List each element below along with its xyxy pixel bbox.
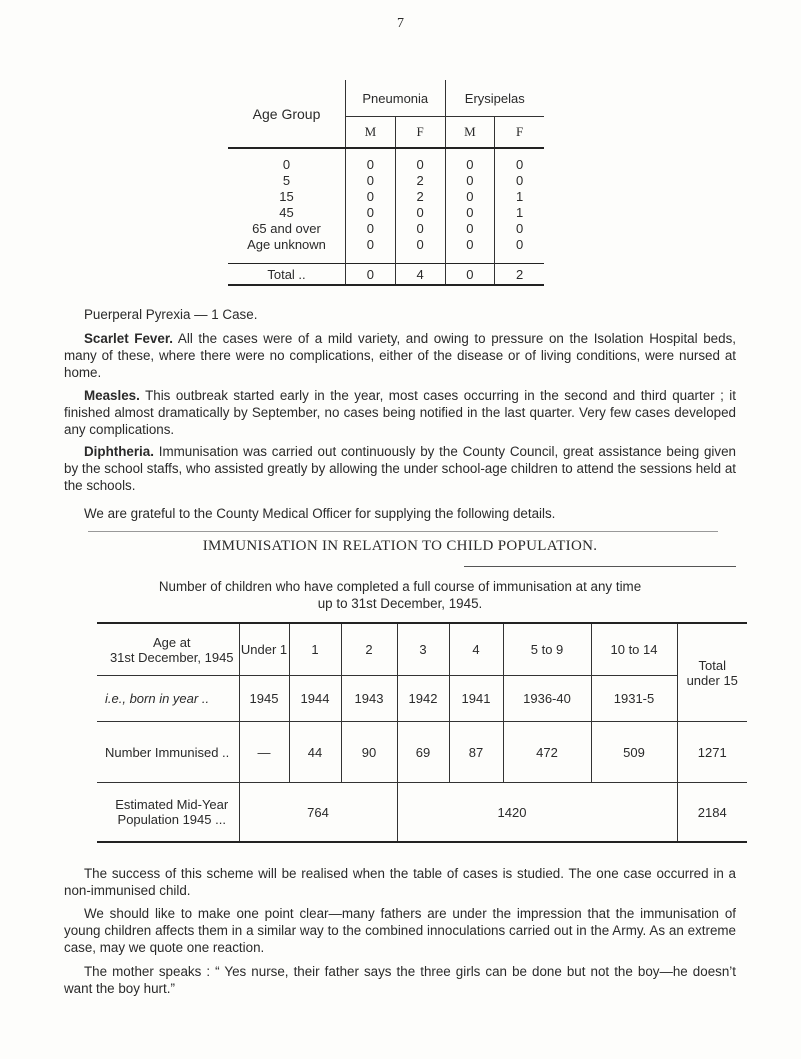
total-row xyxy=(228,264,544,286)
immunisation-subheading: Number of children who have completed a full course of immunisation at any time up to 31st December, 1945. xyxy=(158,579,642,611)
erysipelas-male-cell: 0 xyxy=(445,173,495,189)
born-year-cell: 1936-40 xyxy=(503,676,591,722)
table-row xyxy=(228,173,544,189)
pneumonia-female-header: F xyxy=(395,117,445,149)
total-label: Total .. xyxy=(228,264,346,286)
age-col-header: 3 xyxy=(397,623,449,676)
erysipelas-male-cell: 0 xyxy=(445,237,495,264)
fathers-paragraph: We should like to make one point clear—many fathers are under the impression that the immunisation of young children affects them in a similar way to the combined innoculations carried out in the Army. As an extreme case, may we quote one reaction. xyxy=(64,906,736,955)
table-row xyxy=(97,722,747,783)
pneumonia-erysipelas-table xyxy=(228,80,544,286)
pneumonia-male-cell: 0 xyxy=(346,189,396,205)
table-row xyxy=(228,221,544,237)
immunisation-table xyxy=(97,622,747,843)
table-row xyxy=(228,237,544,264)
age-col-header: 1 xyxy=(289,623,341,676)
erysipelas-header: Erysipelas xyxy=(445,80,544,117)
pneumonia-male-cell: 0 xyxy=(346,221,396,237)
age-col-header: 10 to 14 xyxy=(591,623,677,676)
pneumonia-female-cell: 0 xyxy=(395,237,445,264)
table-row xyxy=(228,189,544,205)
total-pneumonia-male: 0 xyxy=(346,264,396,286)
immunised-cell: 472 xyxy=(503,722,591,783)
total-erysipelas-male: 0 xyxy=(445,264,495,286)
immunised-cell: 69 xyxy=(397,722,449,783)
pneumonia-header: Pneumonia xyxy=(346,80,446,117)
erysipelas-female-cell: 0 xyxy=(495,173,544,189)
table-row xyxy=(97,676,747,722)
age-col-header: 4 xyxy=(449,623,503,676)
pneumonia-male-cell: 0 xyxy=(346,237,396,264)
erysipelas-male-cell: 0 xyxy=(445,221,495,237)
table-row xyxy=(97,623,747,676)
divider xyxy=(88,531,718,532)
total-erysipelas-female: 2 xyxy=(495,264,544,286)
measles-paragraph: Measles. This outbreak started early in the year, most cases occurring in the second and third quarter ; it finished almost dramatically by September, no cases being notified in the last quarter. Very few cases developed any complications. xyxy=(64,388,736,437)
erysipelas-female-cell: 0 xyxy=(495,221,544,237)
erysipelas-female-cell: 1 xyxy=(495,189,544,205)
table-row xyxy=(228,148,544,173)
diphtheria-lead: Diphtheria. xyxy=(84,444,154,459)
success-paragraph: The success of this scheme will be realised when the table of cases is studied. The one case occurred in a non-immunised child. xyxy=(64,866,736,898)
born-year-cell: 1942 xyxy=(397,676,449,722)
pneumonia-female-cell: 2 xyxy=(395,189,445,205)
erysipelas-female-cell: 0 xyxy=(495,237,544,264)
born-year-cell: 1945 xyxy=(239,676,289,722)
pneumonia-female-cell: 0 xyxy=(395,148,445,173)
age-col-header: 5 to 9 xyxy=(503,623,591,676)
erysipelas-male-header: M xyxy=(445,117,495,149)
born-year-cell: 1941 xyxy=(449,676,503,722)
population-5-to-14-cell: 1420 xyxy=(397,783,677,843)
erysipelas-male-cell: 0 xyxy=(445,148,495,173)
born-year-cell: 1943 xyxy=(341,676,397,722)
immunised-cell: 90 xyxy=(341,722,397,783)
table-row xyxy=(97,783,747,843)
erysipelas-male-cell: 0 xyxy=(445,205,495,221)
born-in-year-label: i.e., born in year .. xyxy=(97,676,239,722)
pneumonia-female-cell: 0 xyxy=(395,205,445,221)
population-total-cell: 2184 xyxy=(677,783,747,843)
erysipelas-male-cell: 0 xyxy=(445,189,495,205)
immunised-cell: 87 xyxy=(449,722,503,783)
table-row xyxy=(228,205,544,221)
scarlet-fever-lead: Scarlet Fever. xyxy=(84,331,174,346)
total-under-15-header: Total under 15 xyxy=(677,623,747,722)
population-under-5-cell: 764 xyxy=(239,783,397,843)
pneumonia-female-cell: 0 xyxy=(395,221,445,237)
total-pneumonia-female: 4 xyxy=(395,264,445,286)
born-year-cell: 1944 xyxy=(289,676,341,722)
page-number: 7 xyxy=(397,16,404,31)
age-group-header: Age Group xyxy=(228,80,346,148)
pneumonia-male-header: M xyxy=(346,117,396,149)
immunised-cell: 509 xyxy=(591,722,677,783)
erysipelas-female-header: F xyxy=(495,117,544,149)
grateful-paragraph: We are grateful to the County Medical Officer for supplying the following details. xyxy=(84,506,556,521)
puerperal-pyrexia-note: Puerperal Pyrexia — 1 Case. xyxy=(84,307,258,322)
pneumonia-male-cell: 0 xyxy=(346,173,396,189)
immunisation-heading: IMMUNISATION IN RELATION TO CHILD POPULATION. xyxy=(202,538,598,554)
born-year-cell: 1931-5 xyxy=(591,676,677,722)
age-cell: 5 xyxy=(282,173,291,188)
divider xyxy=(464,566,736,567)
pneumonia-male-cell: 0 xyxy=(346,205,396,221)
age-cell: 15 xyxy=(279,189,294,204)
mother-paragraph: The mother speaks : “ Yes nurse, their father says the three girls can be done but not the boy—he doesn’t want the boy hurt.” xyxy=(64,964,736,996)
erysipelas-female-cell: 0 xyxy=(495,148,544,173)
measles-lead: Measles. xyxy=(84,388,140,403)
age-cell: 65 and over xyxy=(252,221,321,236)
age-col-header: Under 1 xyxy=(239,623,289,676)
age-col-header: 2 xyxy=(341,623,397,676)
age-cell: Age unknown xyxy=(247,237,326,252)
diphtheria-paragraph: Diphtheria. Immunisation was carried out continuously by the County Council, great assistance being given by the school staffs, who assisted greatly by allowing the under school-age children to attend the sessions held at the schools. xyxy=(64,444,736,493)
age-cell: 45 xyxy=(279,205,294,220)
erysipelas-female-cell: 1 xyxy=(495,205,544,221)
scarlet-fever-paragraph: Scarlet Fever. All the cases were of a mild variety, and owing to pressure on the Isolation Hospital beds, many of these, where there were no complications, either of the disease or of living conditions, were nursed at home. xyxy=(64,331,736,380)
population-label: Estimated Mid-Year Population 1945 ... xyxy=(97,783,239,843)
immunised-cell: 44 xyxy=(289,722,341,783)
age-at-label: Age at 31st December, 1945 xyxy=(97,623,239,676)
pneumonia-male-cell: 0 xyxy=(346,148,396,173)
age-cell: 0 xyxy=(282,157,291,172)
pneumonia-female-cell: 2 xyxy=(395,173,445,189)
immunised-cell: — xyxy=(239,722,289,783)
immunised-total-cell: 1271 xyxy=(677,722,747,783)
number-immunised-label: Number Immunised .. xyxy=(97,722,239,783)
